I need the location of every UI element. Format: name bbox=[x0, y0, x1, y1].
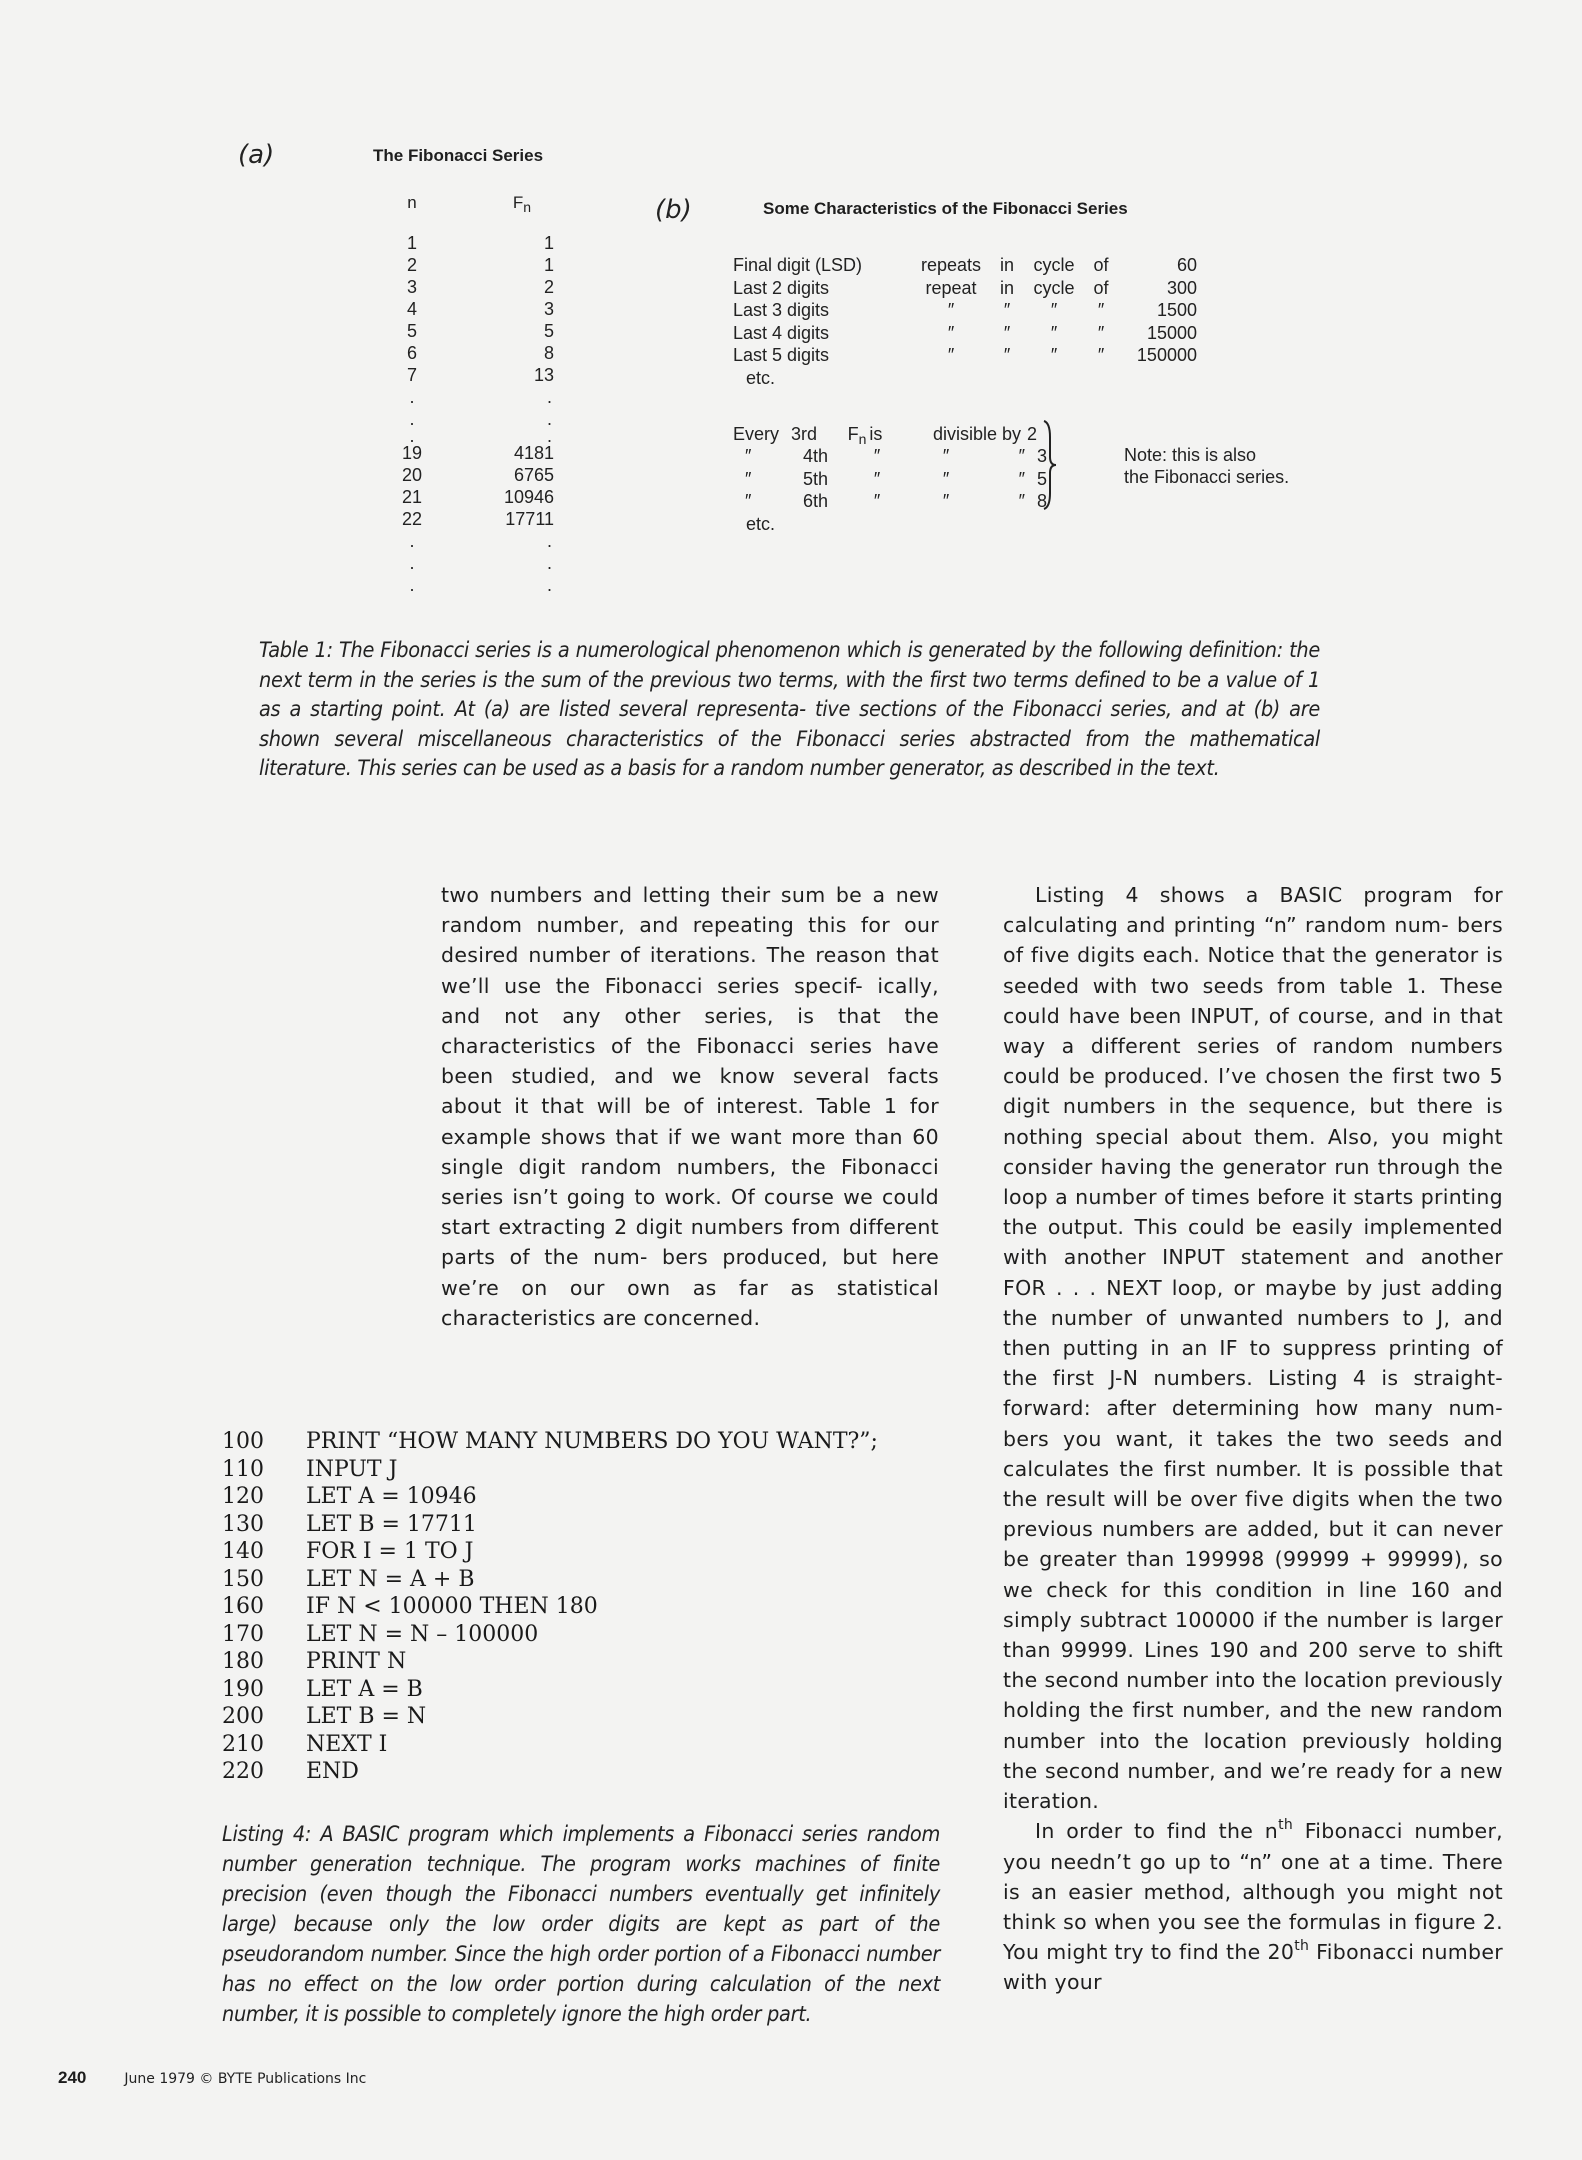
n-value: 7 bbox=[406, 365, 417, 385]
cycle-verb: repeat bbox=[925, 277, 977, 298]
nth: 5th bbox=[803, 468, 829, 489]
code-statement: LET B = N bbox=[306, 1704, 427, 1729]
cycle-in: ″ bbox=[1003, 322, 1011, 343]
fn-is bbox=[849, 468, 905, 491]
n-value: 3 bbox=[406, 277, 417, 297]
ellipsis: . bbox=[546, 575, 552, 595]
table-part-b-label: (b) bbox=[655, 195, 692, 225]
left-column-text bbox=[441, 880, 939, 1333]
brace-svg bbox=[1040, 417, 1060, 513]
fn-value: 2 bbox=[543, 277, 554, 297]
cycle-row bbox=[733, 322, 1273, 345]
footer-publication: June 1979 © BYTE Publications Inc bbox=[124, 2071, 367, 2087]
fn: ″ bbox=[873, 491, 881, 511]
nth: 6th bbox=[803, 491, 829, 511]
table-part-a-title: The Fibonacci Series bbox=[373, 146, 544, 165]
fn-header-main: F bbox=[512, 193, 524, 212]
fn-is bbox=[837, 423, 893, 446]
right-paragraph-2 bbox=[1003, 1816, 1503, 1997]
n-value: 20 bbox=[401, 465, 423, 485]
cycle-of: ″ bbox=[1097, 322, 1105, 343]
nth: 4th bbox=[803, 446, 829, 466]
divisible bbox=[905, 468, 987, 491]
fibonacci-table bbox=[380, 192, 580, 612]
divisible bbox=[893, 423, 1021, 446]
cycle-of: ″ bbox=[1097, 300, 1105, 320]
line-number: 210 bbox=[222, 1731, 264, 1757]
line-number: 160 bbox=[222, 1594, 264, 1619]
fn-value: 6765 bbox=[513, 465, 554, 485]
cycle-cycle: ″ bbox=[1050, 322, 1058, 343]
ellipsis: . bbox=[409, 387, 415, 407]
cycle-value: 150000 bbox=[1136, 345, 1197, 365]
code-statement: INPUT J bbox=[306, 1456, 398, 1482]
ellipsis: . bbox=[546, 553, 552, 573]
code-line bbox=[222, 1566, 922, 1594]
fn-sub: n bbox=[858, 430, 867, 447]
n-value: 21 bbox=[401, 487, 423, 507]
code-line bbox=[222, 1483, 922, 1511]
fn: ″ bbox=[873, 468, 881, 489]
cycle-what: Last 3 digits bbox=[733, 300, 830, 320]
cycle-of: of bbox=[1093, 277, 1109, 298]
every: ″ bbox=[745, 446, 752, 466]
ellipsis: . bbox=[409, 531, 415, 551]
ellipsis: . bbox=[409, 426, 415, 446]
line-number: 170 bbox=[222, 1621, 264, 1647]
p2-superscript-1: th bbox=[1278, 1817, 1294, 1834]
code-statement: LET B = 17711 bbox=[306, 1511, 477, 1537]
n-value: 4 bbox=[406, 299, 417, 319]
line-number: 140 bbox=[222, 1539, 264, 1564]
code-line bbox=[222, 1758, 922, 1786]
code-statement: FOR I = 1 TO J bbox=[306, 1539, 474, 1564]
cycle-etc: etc. bbox=[746, 367, 776, 388]
cycle-what: Last 2 digits bbox=[733, 277, 830, 298]
code-statement: NEXT I bbox=[306, 1731, 388, 1757]
code-line bbox=[222, 1676, 922, 1704]
code-statement: END bbox=[306, 1759, 359, 1784]
cycle-verb: ″ bbox=[947, 300, 955, 320]
line-number: 150 bbox=[222, 1566, 264, 1592]
code-line bbox=[222, 1703, 922, 1731]
page-footer bbox=[58, 2068, 366, 2088]
line-number: 120 bbox=[222, 1484, 264, 1509]
line-number: 100 bbox=[222, 1429, 264, 1454]
code-statement: LET A = B bbox=[306, 1676, 423, 1702]
cycle-in: ″ bbox=[1003, 300, 1011, 320]
p2-text-1: In order to find the n bbox=[1035, 1819, 1279, 1844]
nth: 3rd bbox=[791, 423, 818, 444]
fn-column bbox=[490, 192, 554, 596]
listing-caption: Listing 4: A BASIC program which implements a Fibonacci series random number generation technique. The program works machines of finite precision (even though the Fibonacci numbers eventually get infinitely large) because only the low order digits are kept as part of the pseudorandom number. Since the high order portion of a Fibonacci number has no effect on the low order portion during calculation of the next number, it is possible to completely ignore the high order part. bbox=[222, 1822, 940, 2027]
p2-superscript-2: th bbox=[1294, 1938, 1310, 1955]
code-statement: PRINT “HOW MANY NUMBERS DO YOU WANT?”; bbox=[306, 1429, 878, 1454]
code-line bbox=[222, 1538, 922, 1566]
fn: F bbox=[847, 423, 859, 444]
line-number: 130 bbox=[222, 1511, 264, 1537]
line-number: 180 bbox=[222, 1649, 264, 1674]
table-part-b-title: Some Characteristics of the Fibonacci Series bbox=[763, 199, 1128, 218]
note bbox=[1124, 444, 1289, 488]
n-value: 19 bbox=[401, 443, 423, 463]
page-number: 240 bbox=[58, 2068, 87, 2087]
note-line-2: the Fibonacci series. bbox=[1124, 467, 1290, 487]
cycle-verb: ″ bbox=[947, 345, 955, 365]
cycle-value: 60 bbox=[1176, 255, 1197, 275]
left-paragraph: two numbers and letting their sum be a new random number, and repeating this for our desired number of iterations. The reason that we’ll use the Fibonacci series specif- ically, and not any other series, is that the characteristics of the Fibonacci series have been studied, and we know several facts about it that will be of interest. Table 1 for example shows that if we want more than 60 single digit random numbers, the Fibonacci series isn’t going to work. Of course we could start extracting 2 digit numbers from different parts of the num- bers produced, but here we’re on our own as far as statistical characteristics are concerned. bbox=[441, 883, 939, 1330]
ellipsis: . bbox=[546, 426, 552, 446]
code-line bbox=[222, 1456, 922, 1484]
by-word: ″ bbox=[1018, 468, 1025, 489]
fn-value: 17711 bbox=[505, 509, 554, 529]
right-column-text bbox=[1003, 880, 1503, 1998]
note-line-1: Note: this is also bbox=[1124, 445, 1257, 465]
divisible-row bbox=[733, 490, 1273, 513]
right-paragraph-1: Listing 4 shows a BASIC program for calculating and printing “n” random num- bers of five digits each. Notice that the generator is seeded with two seeds from table 1. These could have been INPUT, of course, and in that way a different series of random numbers could be produced. I’ve chosen the first two 5 digit numbers in the sequence, but there is nothing special about them. Also, you might consider having the generator run through the loop a number of times before it starts printing the output. This could be easily implemented with another INPUT statement and another FOR . . . NEXT loop, or maybe by just adding the number of unwanted numbers to J, and then putting in an IF to suppress printing of the first J-N numbers. Listing 4 is straight- forward: after determining how many num- bers you want, it takes the two seeds and calculates the first number. It is possible that the result will be over five digits when the two previous numbers are added, but it can never be greater than 199998 (99999 + 99999), so we check for this condition in line 160 and simply subtract 100000 if the number is larger than 99999. Lines 190 and 200 serve to shift the second number into the location previously holding the first number, and the new random number into the location previously holding the second number, and we’re ready for a new iteration. bbox=[1003, 883, 1503, 1814]
code-statement: LET A = 10946 bbox=[306, 1484, 477, 1509]
divisible-word: ″ bbox=[942, 446, 950, 466]
table-caption: Table 1: The Fibonacci series is a numerological phenomenon which is generated by the following definition: the next term in the series is the sum of the previous two terms, with the first two terms defined to be a value of 1 as a starting point. At (a) are listed several representa- tive sections of the Fibonacci series, and at (b) are shown several miscellaneous characteristics of the Fibonacci series abstracted from the mathematical literature. This series can be used as a basis for a random number generator, as described in the text. bbox=[259, 638, 1320, 781]
cycle-cycle: ″ bbox=[1050, 300, 1058, 320]
code-statement: IF N < 100000 THEN 180 bbox=[306, 1594, 598, 1619]
every: ″ bbox=[745, 491, 752, 511]
cycle-value: 300 bbox=[1166, 277, 1197, 298]
fn-value: 8 bbox=[543, 343, 554, 363]
ellipsis: . bbox=[546, 531, 552, 551]
divisible bbox=[905, 445, 987, 468]
line-number: 200 bbox=[222, 1704, 264, 1729]
cycle-in: in bbox=[999, 277, 1014, 298]
divisible-etc: etc. bbox=[746, 513, 776, 534]
cycle-row bbox=[733, 254, 1273, 277]
n-value: 22 bbox=[401, 509, 423, 529]
line-number: 220 bbox=[222, 1759, 264, 1784]
by-word: by bbox=[1001, 423, 1021, 444]
cycle-rows bbox=[733, 254, 1273, 367]
cycle-row bbox=[733, 344, 1273, 367]
divisor: 5 bbox=[1036, 468, 1047, 489]
fn-value: 3 bbox=[543, 299, 554, 319]
ellipsis: . bbox=[409, 409, 415, 429]
cycle-of: ″ bbox=[1097, 345, 1105, 365]
cycle-cycle: cycle bbox=[1033, 277, 1075, 298]
code-line bbox=[222, 1621, 922, 1649]
cycle-what: Final digit (LSD) bbox=[733, 255, 863, 275]
fn-header-sub: n bbox=[523, 199, 532, 215]
cycle-in: in bbox=[999, 255, 1014, 275]
cycle-row bbox=[733, 277, 1273, 300]
table-part-a-label: (a) bbox=[238, 140, 275, 170]
fn-header bbox=[490, 192, 554, 232]
n-value: 2 bbox=[406, 255, 417, 275]
divisor: 3 bbox=[1036, 446, 1047, 466]
fn-value: 10946 bbox=[503, 487, 554, 507]
divisible-word: ″ bbox=[942, 468, 950, 489]
cycle-cycle: ″ bbox=[1050, 345, 1058, 365]
fn-value: 1 bbox=[543, 233, 554, 253]
p2-text-2: Fibonacci number, you needn’t go up to “n” one at a time. There is an easier method, although you might not think so when you see the formulas in figure 2. You might try to find the 20 bbox=[1003, 1819, 1503, 1965]
cycle-what: Last 4 digits bbox=[733, 322, 830, 343]
cycle-value: 1500 bbox=[1156, 300, 1197, 320]
cycle-of: of bbox=[1093, 255, 1109, 275]
characteristics-table bbox=[733, 254, 1273, 535]
n-header: n bbox=[407, 193, 417, 212]
divisor: 8 bbox=[1036, 491, 1047, 511]
ellipsis: . bbox=[409, 553, 415, 573]
n-column bbox=[380, 192, 444, 596]
divisible bbox=[905, 490, 987, 513]
code-line bbox=[222, 1511, 922, 1539]
every: Every bbox=[733, 423, 780, 444]
fn-is bbox=[849, 445, 905, 468]
n-value: 5 bbox=[406, 321, 417, 341]
fn-value: 4181 bbox=[513, 443, 554, 463]
ellipsis: . bbox=[546, 387, 552, 407]
code-statement: LET N = N – 100000 bbox=[306, 1621, 539, 1647]
fn-is bbox=[849, 490, 905, 513]
fn-value: 1 bbox=[543, 255, 554, 275]
n-value: 6 bbox=[406, 343, 417, 363]
right-brace-icon bbox=[1040, 417, 1060, 513]
code-line bbox=[222, 1428, 922, 1456]
code-line bbox=[222, 1731, 922, 1759]
line-number: 190 bbox=[222, 1676, 264, 1702]
cycle-cycle: cycle bbox=[1033, 255, 1075, 275]
fn-value: 13 bbox=[533, 365, 554, 385]
ellipsis: . bbox=[409, 575, 415, 595]
code-statement: PRINT N bbox=[306, 1649, 407, 1674]
fn: ″ bbox=[873, 446, 881, 466]
fn-value: 5 bbox=[543, 321, 554, 341]
cycle-value: 15000 bbox=[1146, 322, 1197, 343]
cycle-what: Last 5 digits bbox=[733, 345, 830, 365]
code-line bbox=[222, 1648, 922, 1676]
divisible-word: ″ bbox=[942, 491, 950, 511]
by-word: ″ bbox=[1018, 446, 1025, 466]
code-line bbox=[222, 1593, 922, 1621]
is: is bbox=[869, 423, 883, 444]
line-number: 110 bbox=[222, 1456, 264, 1482]
cycle-row bbox=[733, 299, 1273, 322]
basic-listing bbox=[222, 1428, 922, 1786]
by-word: ″ bbox=[1018, 491, 1025, 511]
divisible-row bbox=[733, 423, 1273, 446]
every: ″ bbox=[745, 468, 752, 489]
p2-text-3: Fibonacci number with your bbox=[1003, 1940, 1503, 1995]
cycle-verb: ″ bbox=[947, 322, 955, 343]
ellipsis: . bbox=[546, 409, 552, 429]
cycle-in: ″ bbox=[1003, 345, 1011, 365]
divisible-word: divisible bbox=[932, 423, 997, 444]
cycle-verb: repeats bbox=[920, 255, 982, 275]
divisor: 2 bbox=[1026, 423, 1037, 444]
code-statement: LET N = A + B bbox=[306, 1566, 475, 1592]
n-value: 1 bbox=[406, 233, 417, 253]
